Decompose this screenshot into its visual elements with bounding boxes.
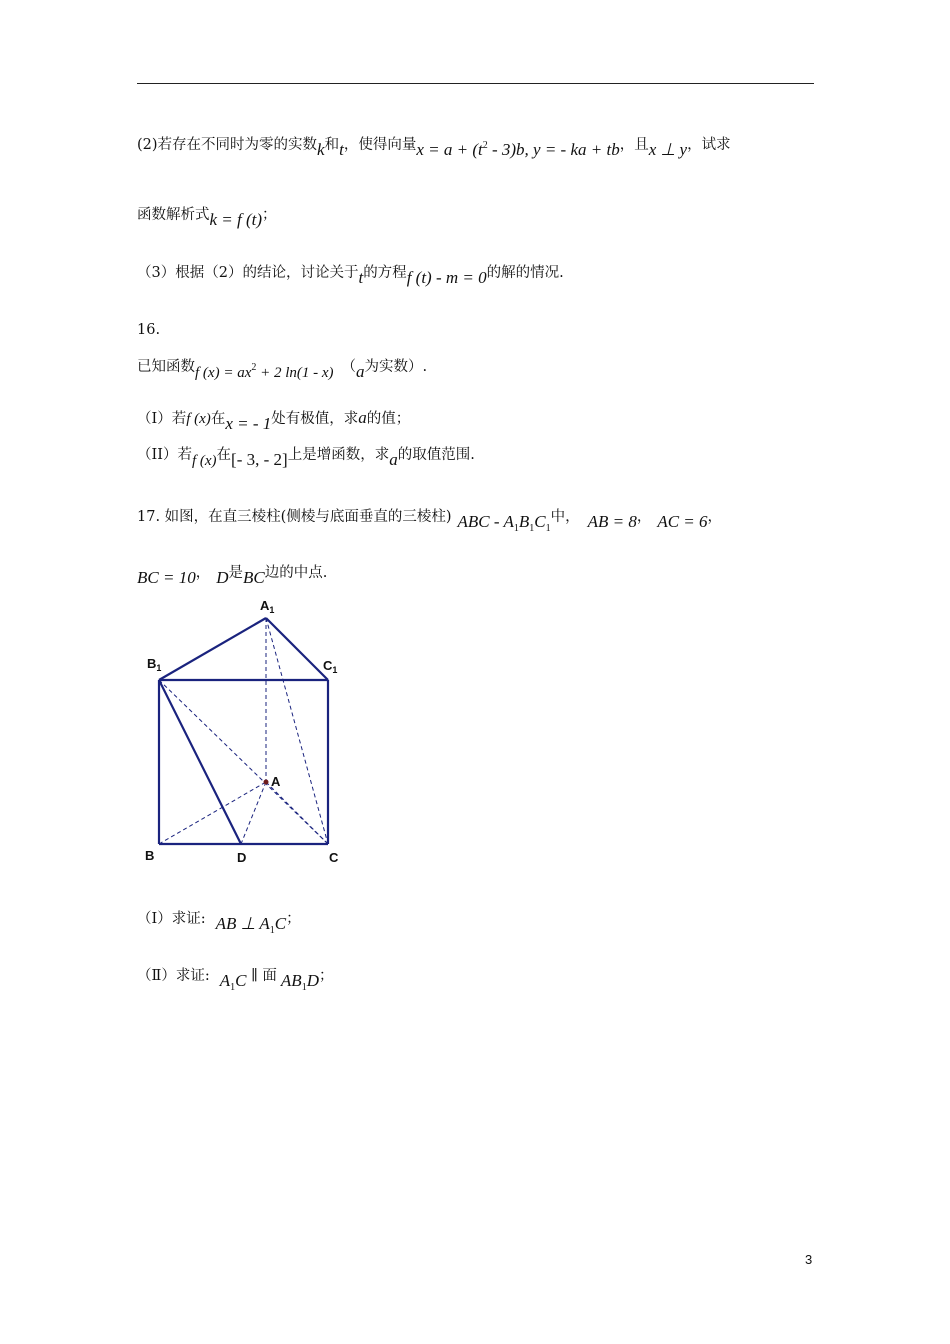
q16-ii-a2: a bbox=[389, 450, 398, 469]
prism-b: B bbox=[518, 512, 530, 531]
q17-line2 bbox=[137, 562, 328, 587]
sub-2: 1 bbox=[529, 523, 535, 534]
exponent: 2 bbox=[482, 140, 488, 151]
q17-bc: BC = 10 bbox=[137, 568, 196, 587]
q16-ii-fx: f (x) bbox=[191, 453, 217, 469]
q16-ii-interval: [- 3, - 2] bbox=[231, 450, 288, 469]
page-number: 3 bbox=[805, 1252, 813, 1267]
q17-q1-lead: （Ⅰ）求证: bbox=[137, 911, 206, 927]
q17-q2-c: C bbox=[235, 971, 247, 990]
q16-known: 已知函数 bbox=[137, 359, 195, 375]
prism-figure bbox=[137, 594, 367, 874]
q17-zhong: 中， bbox=[550, 509, 580, 525]
q16-fx-2: + 2 ln(1 - x) bbox=[256, 365, 334, 381]
q16-part1 bbox=[137, 408, 411, 433]
q17-sub1 bbox=[137, 908, 301, 935]
q15-func-lead: 函数解析式 bbox=[137, 207, 210, 223]
var-a: a bbox=[356, 362, 365, 381]
q17-q1-expr: AB ⊥ A bbox=[215, 914, 270, 933]
q16-ii-c: 上是增函数，求 bbox=[287, 447, 390, 463]
semicolon: ； bbox=[262, 207, 277, 223]
label-b: B bbox=[145, 848, 155, 863]
q17-mid: 边的中点. bbox=[264, 565, 328, 581]
q16-statement bbox=[137, 352, 428, 381]
edge-a1-b1 bbox=[159, 618, 266, 680]
q16-paren: （ bbox=[341, 359, 357, 375]
q15-part2-line2 bbox=[137, 204, 277, 229]
header-rule bbox=[137, 83, 814, 84]
q15-p2-text: (2)若存在不同时为零的实数 bbox=[137, 137, 318, 153]
label-c1: $C_1$ bbox=[323, 658, 338, 675]
var-k: k bbox=[317, 140, 325, 159]
q16-number bbox=[137, 320, 160, 340]
equation-expr: f (t) - m = 0 bbox=[406, 268, 487, 287]
q15-p3-text-b: 的方程 bbox=[363, 265, 407, 281]
label-b1: $B_1$ bbox=[147, 656, 162, 673]
q15-p2-text-b: ，使得向量 bbox=[343, 137, 417, 153]
q15-qie: ，且 bbox=[619, 137, 649, 153]
q17-q1-c: C bbox=[274, 914, 287, 933]
sub: 1 bbox=[301, 982, 307, 993]
q16-real: 为实数）. bbox=[364, 359, 428, 375]
q16-ii-a: （II）若 bbox=[137, 447, 192, 463]
q17-q2-mian: 面 bbox=[262, 968, 277, 984]
q17-shi: 是 bbox=[228, 565, 243, 581]
func-expr: k = f (t) bbox=[209, 210, 263, 229]
q15-part3-line bbox=[137, 262, 564, 287]
q16-fx: f (x) = ax bbox=[195, 365, 252, 381]
var-t-2: t bbox=[358, 268, 364, 287]
q17-ab: AB = 8 bbox=[587, 512, 637, 531]
sub: 1 bbox=[230, 982, 236, 993]
q17-q2-ab: AB bbox=[280, 971, 302, 990]
q16-fx-exp: 2 bbox=[251, 362, 257, 373]
q15-he: 和 bbox=[324, 137, 340, 153]
q17-q2-d: D bbox=[306, 971, 319, 990]
edge-b-a bbox=[159, 782, 266, 844]
q16-num: 16. bbox=[137, 322, 161, 338]
semicolon: ； bbox=[318, 968, 334, 984]
vector-expr: x = a + (t bbox=[416, 140, 483, 159]
q16-i-c: 处有极值，求 bbox=[271, 411, 359, 427]
var-t: t bbox=[339, 140, 344, 159]
q16-i-b: 在 bbox=[210, 411, 226, 427]
q16-ii-b: 在 bbox=[216, 447, 232, 463]
edge-b1-c bbox=[159, 680, 328, 844]
q16-ii-d: 的取值范围. bbox=[397, 447, 475, 463]
edge-a-d bbox=[241, 782, 266, 844]
q17-bc2: BC bbox=[242, 568, 265, 587]
q15-p3-text-c: 的解的情况. bbox=[486, 265, 564, 281]
q15-p3-text: （3）根据（2）的结论，讨论关于 bbox=[137, 265, 359, 281]
edge-a1-c1 bbox=[266, 618, 328, 680]
q17-q2-a: A bbox=[219, 971, 231, 990]
comma: ， bbox=[707, 509, 723, 525]
q17-intro: 17. 如图，在直三棱柱(侧棱与底面垂直的三棱柱) bbox=[137, 509, 452, 525]
q16-i-fx: f (x) bbox=[186, 411, 211, 427]
q17-sub2 bbox=[137, 965, 333, 992]
q16-i-x: x = - 1 bbox=[225, 414, 272, 433]
q17-ac: AC = 6 bbox=[657, 512, 708, 531]
q16-i-d: 的值； bbox=[366, 411, 411, 427]
semicolon: ； bbox=[286, 911, 301, 927]
q16-i-a: （I）若 bbox=[137, 411, 187, 427]
prism-edges bbox=[159, 618, 328, 844]
prism-name: ABC - A bbox=[457, 512, 514, 531]
label-c: C bbox=[329, 850, 339, 865]
edge-a-c bbox=[266, 782, 328, 844]
q17-q2-lead: （Ⅱ）求证: bbox=[137, 968, 210, 984]
edge-b1-d bbox=[159, 680, 241, 844]
label-a: A bbox=[271, 774, 281, 789]
label-d: D bbox=[237, 850, 247, 865]
comma: ， bbox=[636, 509, 652, 525]
parallel-symbol: ∥ bbox=[246, 968, 263, 984]
comma: ， bbox=[195, 565, 211, 581]
sub-3: 1 bbox=[545, 523, 551, 534]
q15-p2-text-c: ，试求 bbox=[687, 137, 731, 153]
sub-1: 1 bbox=[513, 523, 519, 534]
label-a1: $A_1$ bbox=[260, 598, 275, 615]
q16-part2 bbox=[137, 444, 475, 469]
q15-part2-line1 bbox=[137, 130, 731, 159]
vector-expr-2: - 3)b, y = - ka + tb bbox=[487, 140, 620, 159]
q17-line1 bbox=[137, 506, 722, 533]
prism-c: C bbox=[534, 512, 546, 531]
edge-a1-c bbox=[266, 618, 328, 844]
sub: 1 bbox=[269, 925, 275, 936]
point-a bbox=[264, 780, 269, 785]
perp-expr: x ⊥ y bbox=[648, 140, 688, 159]
q17-d: D bbox=[216, 568, 229, 587]
q16-i-a2: a bbox=[358, 408, 367, 427]
